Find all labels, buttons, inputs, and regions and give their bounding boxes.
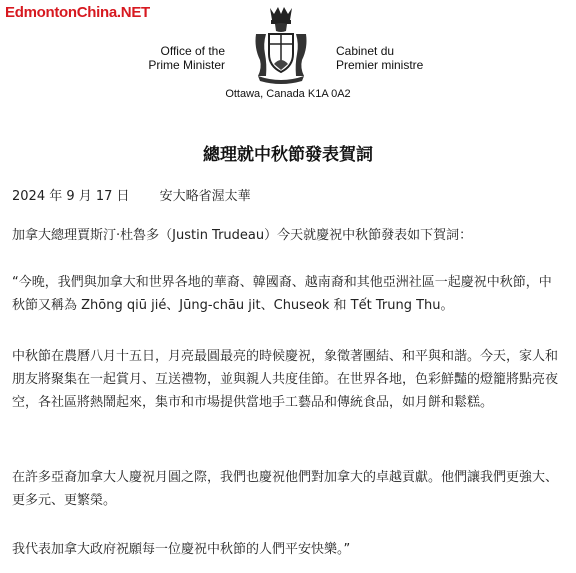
paragraph-closing: 我代表加拿大政府祝願每一位慶祝中秋節的人們平安快樂。”: [12, 542, 351, 557]
page-title: 總理就中秋節發表賀詞: [203, 145, 373, 165]
office-fr-line2: Premier ministre: [336, 58, 424, 72]
location: 安大略省渥太華: [159, 189, 251, 204]
canada-coat-of-arms-icon: [252, 4, 310, 84]
dateline: [12, 185, 251, 204]
paragraph-intro: 加拿大總理賈斯汀·杜魯多（Justin Trudeau）今天就慶祝中秋節發表如下賀詞：: [12, 228, 473, 243]
paragraph-quote-start: “今晚，我們與加拿大和世界各地的華裔、韓國裔、越南裔和其他亞洲社區一起慶祝中秋節，中秋節又稱為 Zhōng qiū jié、Jūng-chāu jit、Chuseok 和 Tết Trung Thu。: [12, 275, 552, 313]
office-fr-line1: Cabinet du: [336, 44, 395, 58]
office-en-line2: Prime Minister: [148, 58, 225, 72]
address: Ottawa, Canada K1A 0A2: [225, 88, 351, 100]
date: 2024 年 9 月 17 日: [12, 189, 130, 204]
office-fr: [336, 44, 423, 72]
office-en-line1: Office of the: [160, 44, 225, 58]
paragraph-contributions: 在許多亞裔加拿大人慶祝月圓之際，我們也慶祝他們對加拿大的卓越貢獻。他們讓我們更強大、更多元、更繁榮。: [12, 470, 559, 508]
paragraph-festival: 中秋節在農曆八月十五日，月亮最圓最亮的時候慶祝，象徵著團結、和平與和諧。今天，家人和朋友將聚集在一起賞月、互送禮物，並與親人共度佳節。在世界各地，色彩鮮豔的燈籠將點亮夜空，各社區將熱鬧起來，集市和市場提供當地手工藝品和傳統食品，如月餅和鬆糕。: [12, 349, 559, 410]
office-en: [148, 44, 225, 72]
watermark-logo: EdmontonChina.NET: [5, 4, 150, 21]
